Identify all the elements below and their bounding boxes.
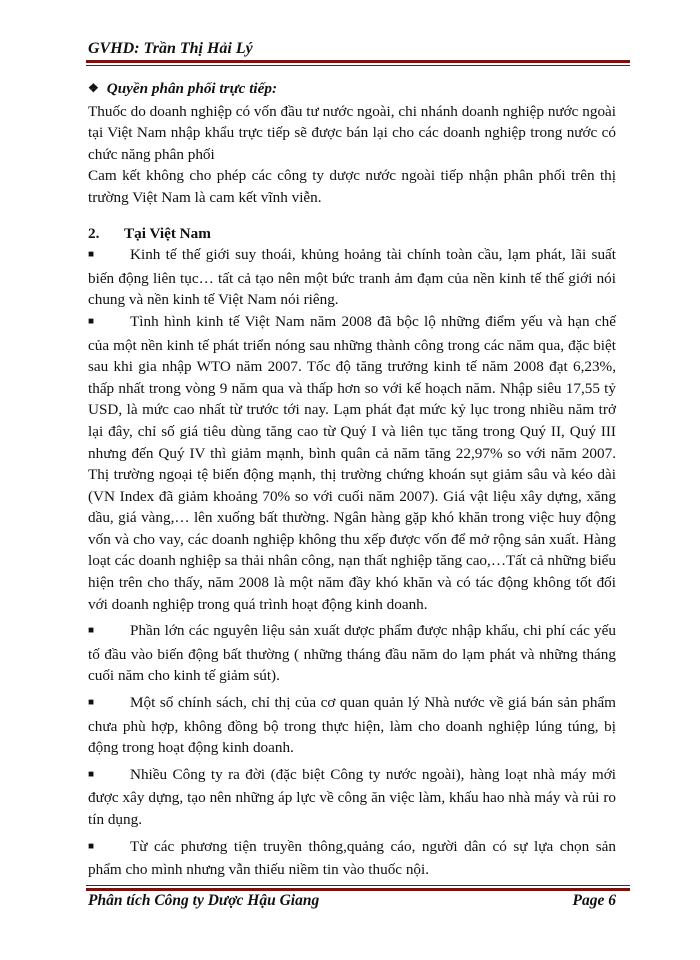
footer-title: Phân tích Công ty Dược Hậu Giang bbox=[88, 892, 320, 909]
page-body bbox=[88, 78, 616, 881]
list-item: ■ Từ các phương tiện truyền thông,quảng cáo, người dân có sự lựa chọn sản phẩm cho mình nhưng vẫn thiếu niềm tin vào thuốc nội. bbox=[88, 837, 616, 879]
page-number: Page 6 bbox=[572, 892, 616, 909]
subsection-heading bbox=[88, 78, 616, 101]
square-bullet-icon: ■ bbox=[88, 840, 95, 852]
section-title: Tại Việt Nam bbox=[124, 224, 211, 242]
list-item: ■ Tình hình kinh tế Việt Nam năm 2008 đã bộc lộ những điểm yếu và hạn chế của một nền kinh tế phát triển nóng sau những thành công trong các năm qua, đặc biệt sau khi gia nhập WTO năm 2007. Tốc độ tăng trưởng kinh tế năm 2008 đạt 6,23%, thấp nhất trong vòng 9 năm qua và thấp hơn so với kế hoạch năm. Nhập siêu 17,55 tỷ USD, là mức cao nhất từ trước tới nay. Lạm phát đạt mức kỷ lục trong nhiều năm trở lại đây, chỉ số giá tiêu dùng tăng cao từ Quý I và liên tục tăng trong Quý II, Quý III nhưng đến Quý IV thì giảm mạnh, bình quân cả năm tăng 22,97% so với năm 2007. Thị trường ngoại tệ biến động mạnh, thị trường chứng khoán sụt giảm sâu và kéo dài (VN Index đã giảm khoảng 70% so với cuối năm 2007). Giá vật liệu xây dựng, xăng dầu, giá vàng,… lên xuống bất thường. Ngân hàng gặp khó khăn trong việc huy động vốn và cho vay, các doanh nghiệp không thu xếp được vốn để mở rộng sản xuất. Hàng loạt các doanh nghiệp sa thải nhân công, nạn thất nghiệp tăng cao,…Tất cả những biểu hiện trên cho thấy, năm 2008 là một năm đầy khó khăn và có tác động không tốt đối với doanh nghiệp trong quá trình hoạt động kinh doanh. bbox=[88, 312, 616, 613]
list-item: ■ Phần lớn các nguyên liệu sản xuất dược phẩm được nhập khẩu, chi phí các yếu tố đầu vào biến động bất thường ( những tháng đầu năm do lạm phát và những tháng cuối năm cho kinh tế giảm sút). bbox=[88, 622, 616, 685]
subsection-paragraph: Thuốc do doanh nghiệp có vốn đầu tư nước ngoài, chi nhánh doanh nghiệp nước ngoài tại Việt Nam nhập khẩu trực tiếp sẽ được bán lại cho các doanh nghiệp trong nước có chức năng phân phối bbox=[88, 102, 616, 163]
square-bullet-icon: ■ bbox=[88, 625, 95, 637]
subsection-title: Quyền phân phối trực tiếp: bbox=[106, 80, 278, 97]
subsection-paragraph: Cam kết không cho phép các công ty dược nước ngoài tiếp nhận phân phối trên thị trường Việt Nam là cam kết vĩnh viễn. bbox=[88, 167, 616, 206]
section-heading bbox=[88, 223, 616, 245]
square-bullet-icon: ■ bbox=[88, 768, 95, 780]
list-item: ■ Một số chính sách, chỉ thị của cơ quan quản lý Nhà nước về giá bán sản phẩm chưa phù hợp, không đồng bộ trong thực hiện, làm cho doanh nghiệp lúng túng, bị động trong hoạt động kinh doanh. bbox=[88, 694, 616, 757]
square-bullet-icon: ■ bbox=[88, 315, 95, 327]
square-bullet-icon: ■ bbox=[88, 697, 95, 709]
header-rule bbox=[86, 60, 630, 66]
section-number: 2. bbox=[88, 224, 100, 242]
list-item: ■ Nhiều Công ty ra đời (đặc biệt Công ty nước ngoài), hàng loạt nhà máy mới được xây dựng, tạo nên những áp lực về công ăn việc làm, khấu hao nhà máy và rủi ro tín dụng. bbox=[88, 765, 616, 828]
list-item: ■ Kinh tế thế giới suy thoái, khủng hoảng tài chính toàn cầu, lạm phát, lãi suất biến động liên tục… tất cả tạo nên một bức tranh ảm đạm của nền kinh tế thế giới nói chung và nền kinh tế Việt Nam nói riêng. bbox=[88, 246, 616, 309]
footer-rule bbox=[86, 885, 630, 891]
square-bullet-icon: ■ bbox=[88, 249, 95, 261]
page-header: GVHD: Trần Thị Hải Lý bbox=[88, 40, 253, 57]
diamond-bullet-icon: ❖ bbox=[88, 81, 99, 95]
